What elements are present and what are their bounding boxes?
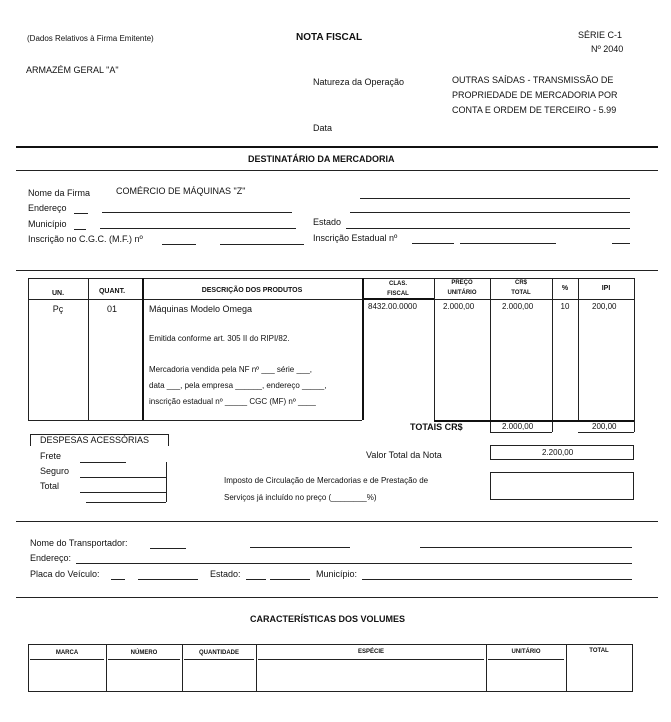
total-field[interactable] xyxy=(80,492,166,493)
volumes-title: CARACTERÍSTICAS DOS VOLUMES xyxy=(250,614,406,624)
divider xyxy=(16,170,658,171)
issuer-name: ARMAZÉM GERAL "A" xyxy=(26,65,119,75)
total-label: Total xyxy=(40,481,60,491)
transportador-label: Nome do Transportador: xyxy=(30,538,128,548)
col-header-unitario: UNITÁRIO xyxy=(447,290,477,296)
field-line xyxy=(138,579,198,580)
field-line xyxy=(250,547,350,548)
natureza-line-2: PROPRIEDADE DE MERCADORIA POR xyxy=(452,90,618,100)
cell-pct: 10 xyxy=(560,302,570,311)
col-header-preco: PREÇO xyxy=(451,280,473,286)
cell-descricao: Máquinas Modelo Omega xyxy=(149,304,253,314)
vol-header-unitario: UNITÁRIO xyxy=(511,649,541,655)
field-line xyxy=(270,579,310,580)
despesas-bottom xyxy=(86,502,166,503)
cell-preco: 2.000,00 xyxy=(443,302,475,311)
document-title: NOTA FISCAL xyxy=(296,32,363,43)
cell-un: Pç xyxy=(52,304,64,314)
placa-field[interactable] xyxy=(111,579,125,580)
vol-header-marca: MARCA xyxy=(55,650,79,656)
transp-estado-field[interactable] xyxy=(246,579,266,580)
col-header-clas: CLAS. xyxy=(389,281,407,287)
col-header-descricao: DESCRIÇÃO DOS PRODUTOS xyxy=(201,287,303,294)
table-top-border xyxy=(28,278,634,279)
divider xyxy=(16,270,658,271)
transportador-field[interactable] xyxy=(150,548,186,549)
totals-box-bottom xyxy=(490,432,552,433)
note-vendida-1: Mercadoria vendida pela NF nº ___ série ___, xyxy=(149,365,313,374)
totais-ipi: 200,00 xyxy=(592,422,617,431)
numero-label: Nº 2040 xyxy=(591,44,624,54)
endereco-field[interactable] xyxy=(102,212,292,213)
table-col-border xyxy=(552,278,553,432)
seguro-field[interactable] xyxy=(80,477,166,478)
transp-municipio-label: Município: xyxy=(316,569,358,579)
totais-value: 2.000,00 xyxy=(502,422,534,431)
endereco-label: Endereço xyxy=(28,203,67,213)
table-header-border xyxy=(362,298,434,300)
natureza-line-1: OUTRAS SAÍDAS - TRANSMISSÃO DE xyxy=(452,75,614,85)
cell-clas: 8432.00.0000 xyxy=(368,302,417,311)
valor-total-value: 2.200,00 xyxy=(542,448,574,457)
natureza-line-3: CONTA E ORDEM DE TERCEIRO - 5.99 xyxy=(452,105,617,115)
col-header-quant: QUANT. xyxy=(98,288,126,295)
note-vendida-2: data ___, pela empresa ______, endereço _____, xyxy=(149,381,327,390)
table-col-border xyxy=(142,278,144,420)
volumes-header-line xyxy=(488,659,564,660)
volumes-header-line xyxy=(108,659,180,660)
vol-header-total: TOTAL xyxy=(589,648,609,654)
despesas-right-lower xyxy=(166,462,167,502)
data-label: Data xyxy=(313,123,333,133)
field-line xyxy=(220,244,304,245)
table-col-border xyxy=(434,278,435,420)
cgc-label: Inscrição no C.G.C. (M.F.) nº xyxy=(28,234,143,244)
estado-field[interactable] xyxy=(346,228,630,229)
transp-endereco-field[interactable] xyxy=(76,563,632,564)
cgc-field[interactable] xyxy=(162,244,196,245)
icms-box xyxy=(490,472,634,500)
note-vendida-3: inscrição estadual nº _____ CGC (MF) nº ____ xyxy=(149,397,316,406)
despesas-left xyxy=(30,434,31,446)
municipio-label: Município xyxy=(28,219,67,229)
placa-label: Placa do Veículo: xyxy=(30,569,100,579)
volumes-header-line xyxy=(184,659,254,660)
field-line xyxy=(350,212,630,213)
ie-label: Inscrição Estadual nº xyxy=(313,233,398,243)
icms-line-1: Imposto de Circulação de Mercadorias e de Prestação de xyxy=(224,476,429,485)
volumes-header-line xyxy=(30,659,104,660)
field-line xyxy=(460,243,556,244)
cell-ipi: 200,00 xyxy=(592,302,617,311)
col-header-un: UN. xyxy=(51,290,65,297)
vol-header-especie: ESPÉCIE xyxy=(357,649,384,655)
transp-endereco-label: Endereço: xyxy=(30,553,72,563)
totais-label: TOTAIS CR$ xyxy=(410,422,463,432)
despesas-title: DESPESAS ACESSÓRIAS xyxy=(40,435,150,445)
frete-field[interactable] xyxy=(80,462,126,463)
table-col-border xyxy=(88,278,89,420)
nome-firma-value: COMÉRCIO DE MÁQUINAS "Z" xyxy=(116,186,246,196)
nome-firma-label: Nome da Firma xyxy=(28,188,91,198)
table-col-border xyxy=(490,278,491,432)
totals-box-bottom xyxy=(578,432,634,433)
col-header-pct: % xyxy=(561,285,569,292)
ie-field[interactable] xyxy=(412,243,454,244)
volumes-col-border xyxy=(632,644,633,692)
transp-estado-label: Estado: xyxy=(210,569,241,579)
natureza-label: Natureza da Operação xyxy=(313,77,405,87)
divider xyxy=(16,521,658,522)
col-header-ipi: IPI xyxy=(601,285,611,292)
col-header-crs: CR$ xyxy=(514,280,527,286)
field-line xyxy=(74,229,86,230)
table-col-border xyxy=(578,278,579,420)
table-col-border xyxy=(362,278,364,420)
destinatario-title: DESTINATÁRIO DA MERCADORIA xyxy=(248,154,395,164)
icms-line-2: Serviços já incluído no preço (________%) xyxy=(224,493,377,502)
divider xyxy=(16,597,658,598)
note-emitida: Emitida conforme art. 305 II do RIPI/82. xyxy=(149,334,290,343)
cell-total: 2.000,00 xyxy=(502,302,534,311)
cell-quant: 01 xyxy=(106,304,117,314)
estado-label: Estado xyxy=(313,217,342,227)
seguro-label: Seguro xyxy=(40,466,70,476)
divider xyxy=(16,146,658,148)
table-col-border xyxy=(634,278,635,432)
volumes-bottom-border xyxy=(28,691,632,692)
volumes-header-line xyxy=(258,659,484,660)
field-line xyxy=(360,198,630,199)
serie-label: SÉRIE C-1 xyxy=(578,30,623,40)
field-line xyxy=(420,547,632,548)
table-bottom-border xyxy=(28,420,362,421)
valor-total-label: Valor Total da Nota xyxy=(366,450,442,460)
frete-label: Frete xyxy=(40,451,62,461)
despesas-right xyxy=(168,434,169,446)
col-header-fiscal: FISCAL xyxy=(387,291,409,297)
vol-header-numero: NÚMERO xyxy=(130,650,158,656)
table-header-border xyxy=(28,299,634,300)
volumes-top-border xyxy=(28,644,632,645)
table-col-border xyxy=(28,278,29,420)
issuer-caption: (Dados Relativos à Firma Emitente) xyxy=(27,34,154,43)
transp-municipio-field[interactable] xyxy=(362,579,632,580)
col-header-total: TOTAL xyxy=(511,290,531,296)
field-line xyxy=(612,243,630,244)
municipio-field[interactable] xyxy=(100,228,296,229)
vol-header-quantidade: QUANTIDADE xyxy=(199,650,239,656)
field-line xyxy=(74,213,88,214)
